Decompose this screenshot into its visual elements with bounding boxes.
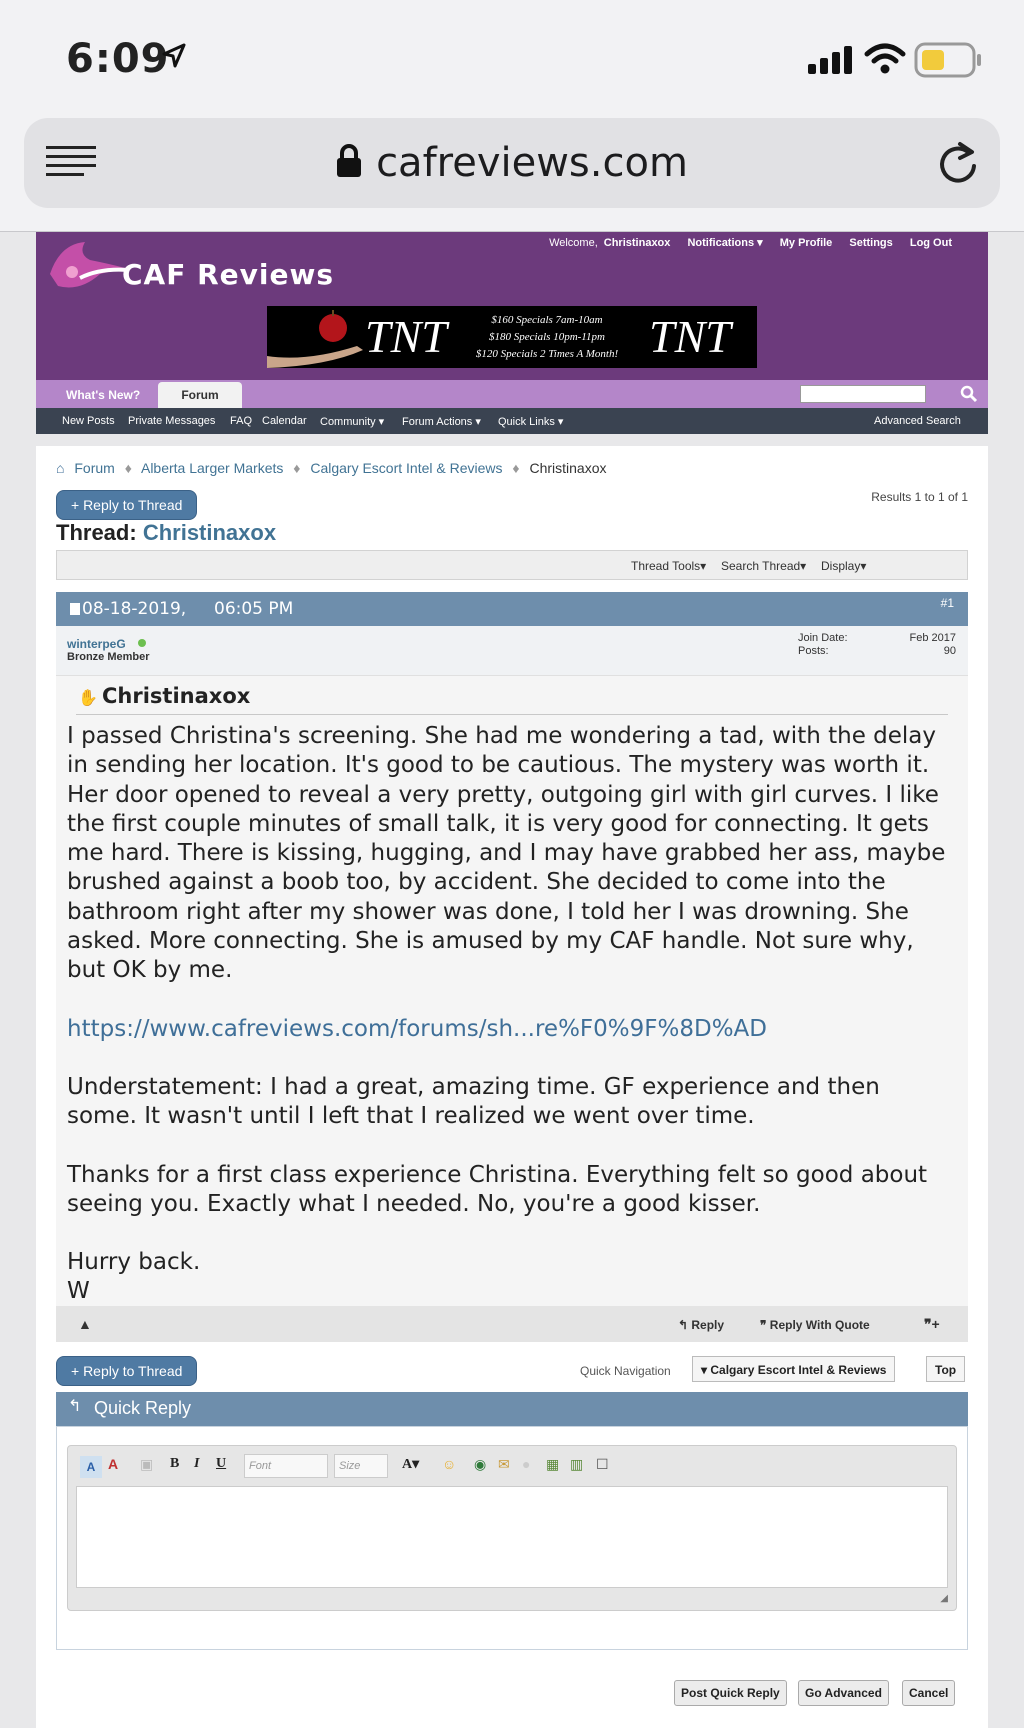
quick-navigation-select[interactable]: ▾ Calgary Escort Intel & Reviews [692, 1356, 895, 1382]
unlink-icon[interactable]: ● [522, 1456, 531, 1472]
editor-toolbar [76, 1452, 948, 1482]
quick-reply-textarea[interactable] [76, 1486, 948, 1588]
post-signature: W [67, 1278, 90, 1305]
quick-reply-header [56, 1392, 968, 1426]
quick-reply-box [56, 1426, 968, 1650]
reply-to-thread-button[interactable]: + Reply to Thread [56, 490, 197, 520]
italic-button[interactable]: I [194, 1456, 200, 1471]
go-advanced-button[interactable]: Go Advanced [798, 1680, 889, 1706]
status-bar [0, 0, 1024, 110]
thumbs-up-icon: ✋ [78, 690, 98, 707]
url-display[interactable] [24, 140, 1000, 186]
url-text: cafreviews.com [376, 140, 688, 186]
thread-tools-menu[interactable]: Thread Tools▾ [631, 559, 707, 573]
thread-title-link[interactable]: Christinaxox [142, 520, 277, 545]
welcome-username[interactable]: Christinaxox [603, 237, 671, 249]
subnav-advanced-search[interactable]: Advanced Search [874, 415, 961, 427]
source-mode-icon[interactable]: A [80, 1456, 102, 1478]
post-link[interactable]: https://www.cafreviews.com/forums/sh...re%F0%9F%8D%AD [67, 1015, 768, 1042]
ad-banner[interactable] [267, 306, 757, 368]
paste-icon[interactable]: ▣ [140, 1456, 154, 1472]
quick-reply-icon: ↰ [68, 1398, 82, 1415]
image-icon[interactable]: ▦ [546, 1456, 560, 1472]
header-search-input[interactable] [800, 385, 926, 403]
site-logo-icon[interactable] [40, 234, 130, 294]
forum-subnav [36, 408, 988, 434]
post-time: 06:05 PM [214, 599, 294, 619]
breadcrumb-separator-icon: ♦ [293, 460, 301, 476]
post-quick-reply-button[interactable]: Post Quick Reply [674, 1680, 787, 1706]
text-color-icon[interactable]: A▾ [402, 1457, 420, 1472]
join-date-value: Feb 2017 [909, 632, 956, 644]
quick-navigation-value: Calgary Escort Intel & Reviews [710, 1363, 887, 1377]
site-header [36, 232, 988, 380]
size-select-label: Size [339, 1460, 361, 1472]
quick-reply-title: Quick Reply [94, 1398, 192, 1418]
post-title: Christinaxox [102, 684, 251, 708]
quote-block-icon[interactable]: ☐ [596, 1456, 609, 1472]
font-select-label: Font [249, 1460, 272, 1472]
post-paragraph: Hurry back. [67, 1249, 201, 1276]
banner-line2: $180 Specials 10pm-11pm [489, 331, 605, 343]
breadcrumb-level2[interactable]: Calgary Escort Intel & Reviews [310, 460, 503, 476]
search-thread-label: Search Thread [721, 559, 801, 573]
subnav-quick-links-label: Quick Links [498, 416, 555, 428]
posts-label: Posts: [798, 645, 829, 657]
banner-tnt-right: TNT [649, 311, 731, 362]
underline-button[interactable]: U [216, 1456, 227, 1471]
subnav-quick-links[interactable]: Quick Links ▾ [498, 416, 564, 428]
post-content [67, 722, 957, 1307]
my-profile-link[interactable]: My Profile [779, 237, 833, 249]
multi-quote-icon[interactable]: ❞+ [924, 1316, 940, 1332]
browser-chrome [0, 110, 1024, 232]
subnav-forum-actions[interactable]: Forum Actions ▾ [402, 416, 481, 428]
apple-hand-image [267, 306, 377, 368]
breadcrumb [56, 460, 612, 476]
lock-icon [336, 144, 362, 178]
main-content [36, 446, 988, 1728]
breadcrumb-separator-icon: ♦ [124, 460, 132, 476]
breadcrumb-separator-icon: ♦ [512, 460, 520, 476]
reload-icon[interactable] [936, 140, 980, 186]
web-page [0, 232, 1024, 1728]
banner-line3: $120 Specials 2 Times A Month! [475, 348, 619, 360]
post-number[interactable]: #1 [940, 596, 954, 610]
bold-button[interactable]: B [170, 1456, 180, 1471]
top-button[interactable]: Top [926, 1356, 965, 1382]
quote-icon: ❞ [760, 1318, 770, 1332]
post-icon [70, 603, 80, 615]
smiley-icon[interactable]: ☺ [442, 1456, 457, 1472]
size-select[interactable] [334, 1454, 388, 1478]
subnav-community-label: Community [320, 416, 376, 428]
thread-tools-label: Thread Tools [631, 559, 701, 573]
results-count: Results 1 to 1 of 1 [871, 490, 968, 504]
post-body [56, 626, 968, 1306]
subnav-private-messages[interactable]: Private Messages [128, 415, 216, 427]
video-icon[interactable]: ▥ [570, 1456, 584, 1472]
reply-with-quote-button[interactable] [760, 1318, 870, 1332]
settings-link[interactable]: Settings [849, 237, 893, 249]
reply-label: Reply [691, 1318, 725, 1332]
address-bar[interactable] [24, 118, 1000, 208]
notifications-label: Notifications [687, 237, 755, 249]
status-time: 6:09 [66, 36, 170, 82]
site-logo-text[interactable]: CAF Reviews [122, 258, 335, 291]
main-tabs [36, 380, 988, 408]
post-paragraph: Thanks for a first class experience Christina. Everything felt so good about seeing you. Exactly what I needed. No, you're a good kisser. [67, 1161, 928, 1217]
signal-icon [806, 44, 854, 74]
breadcrumb-level1[interactable]: Alberta Larger Markets [140, 460, 284, 476]
search-thread-menu[interactable]: Search Thread▾ [721, 559, 807, 573]
thread-label: Thread: [56, 520, 137, 545]
online-status-icon [138, 639, 146, 647]
breadcrumb-current: Christinaxox [529, 460, 607, 476]
posts-value: 90 [943, 645, 956, 657]
search-icon[interactable] [960, 385, 978, 403]
reply-button[interactable] [678, 1318, 724, 1332]
welcome-text: Welcome, [549, 237, 598, 249]
user-nav [535, 236, 952, 249]
subnav-forum-actions-label: Forum Actions [402, 416, 473, 428]
banner-specials [467, 312, 627, 363]
notifications-link[interactable]: Notifications ▾ [687, 237, 763, 249]
cancel-button[interactable]: Cancel [902, 1680, 955, 1706]
post-paragraph: Understatement: I had a great, amazing time. GF experience and then some. It wasn't until I left that I realized we went over time. [67, 1073, 880, 1130]
post-date: 08-18-2019, [82, 599, 187, 619]
quick-navigation-label: Quick Navigation [580, 1364, 671, 1378]
banner-tnt-left: TNT [365, 311, 447, 362]
reply-to-thread-button-bottom[interactable]: + Reply to Thread [56, 1356, 197, 1386]
battery-icon [914, 42, 984, 78]
post-footer [56, 1306, 968, 1342]
join-date-label: Join Date: [798, 632, 848, 644]
post-paragraph: I passed Christina's screening. She had me wondering a tad, with the delay in sending her location. It's good to be cautious. The mystery was worth it. Her door opened to reveal a very pretty, outgoing girl with girl curves. I like the first couple minutes of small talk, it is very good for connecting. It gets me hard. There is kissing, hugging, and I may have grabbed her ass, maybe brushed against a boob too, by accident. She decided to come into the bathroom right after my shower was done, I told her I was drowning. She asked. More connecting. She is amused by my CAF handle. Not sure why, but OK by me. [67, 723, 946, 984]
report-icon[interactable]: ▲ [78, 1316, 92, 1332]
display-menu[interactable]: Display▾ [821, 559, 867, 573]
wifi-icon [864, 42, 906, 76]
banner-line1: $160 Specials 7am-10am [491, 314, 603, 326]
logout-link[interactable]: Log Out [909, 237, 952, 249]
thread-tools-bar [56, 550, 968, 580]
breadcrumb-forum[interactable]: Forum [74, 460, 115, 476]
email-icon[interactable]: ✉ [498, 1456, 510, 1472]
display-label: Display [821, 559, 861, 573]
remove-format-icon[interactable]: A [108, 1456, 119, 1472]
tab-whats-new[interactable]: What's New? [66, 388, 141, 402]
location-arrow-icon [160, 42, 188, 70]
post-header [56, 592, 968, 626]
resize-handle-icon[interactable]: ◢ [940, 1593, 948, 1604]
subnav-faq[interactable]: FAQ [230, 415, 253, 427]
thread-title [56, 520, 276, 546]
subnav-new-posts[interactable]: New Posts [62, 415, 115, 427]
link-icon[interactable]: ◉ [474, 1456, 487, 1472]
post-title-divider [76, 714, 948, 715]
author-rank: Bronze Member [67, 651, 150, 663]
subnav-community[interactable]: Community ▾ [320, 416, 385, 428]
home-icon[interactable]: ⌂ [56, 460, 65, 476]
reply-with-quote-label: Reply With Quote [769, 1318, 870, 1332]
reply-icon: ↰ [678, 1318, 692, 1332]
font-select[interactable] [244, 1454, 328, 1478]
post-author-bar [56, 626, 968, 676]
subnav-calendar[interactable]: Calendar [262, 415, 307, 427]
tab-forum[interactable]: Forum [158, 382, 242, 408]
post-author[interactable]: winterpeG [67, 637, 126, 651]
editor [67, 1445, 957, 1611]
